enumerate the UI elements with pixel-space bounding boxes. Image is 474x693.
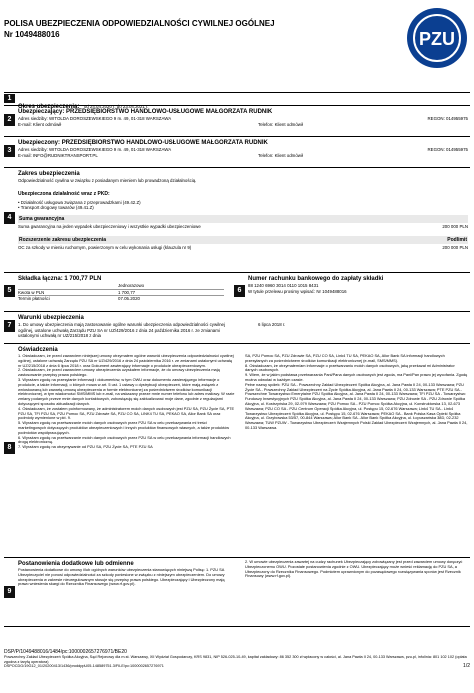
premium-due-value: 07.05.2020: [118, 296, 140, 302]
premium-amount-value: 1 700,77: [118, 289, 136, 295]
additional-right: 2. W umowie ubezpieczenia zawartej na cudzy rachunek Ubezpieczający zobowiązany jest przed zawarciem umowy doręczyć Ubezpieczonemu OWU. Pozostałe postanowienia zgodnie z OWU. Ubezpieczający może wnieść reklamację do PZU SA, a Ubezpieczony do Rzecznika Finansowego. Podmiotem uprawnionym do pozasądowego rozwiązywania sporów jest Rzecznik Finansowy (www.rf.gov.pl).: [245, 559, 463, 579]
sum-label: Suma gwarancyjna na jeden wypadek ubezpieczeniowy i wszystkie wypadki ubezpieczeniowe: [18, 224, 201, 230]
page-number: 1/2: [463, 663, 470, 670]
section-premium: 5 Składka łączna: 1 700,77 PLN Jednorazowo Kwota w PLN 1 700,77 Termin płatności 07.05.2020 6 Numer rachunku bankowego do zapłaty składki 88 1240 6960 3014 0110 1015 8431 W tytule przelewu prosimy wpisać: Nr 1049488016: [4, 272, 470, 310]
insured-regon: REGON: 014955975: [427, 147, 468, 152]
declaration-item: 7. Wyrażam zgodę na otrzymywanie od PZU SA, PZU Życie SA, PTE PZU SA: [18, 444, 153, 450]
insured-label: Ubezpieczony:: [18, 140, 61, 146]
declaration-item: 4. Oświadczam, że zostałem poinformowany, że administratorem moich danych osobowych jest PZU SA, PZU Życie SA, PTE PZU SA, TFI PZU SA, PZU Pomoc SA, PZU Zdrowie SA, PZU CO SA, LINK4 TU SA, PEKAO SA, Alior Bank SA oraz podmioty wymienione w pkt. 9.: [18, 405, 235, 421]
premium-due-label: Termin płatności: [18, 296, 50, 302]
additional-left: Postanowienia dodatkowe do umowy i/lub ogólnych warunków ubezpieczenia stanowiących niniejszą Polisę: 1. PZU SA Ubezpieczyciel nie ponosi odpowiedzialności za szkody poniesione w związku z niniejszym ubezpieczeniem. Do umowy ubezpieczenia w zakresie nieuregulowanym stosuje się przepisy prawa polskiego. Ubezpieczający i Ubezpieczony mają prawo wniesienia skargi do Rzecznika Finansowego (www.rf.gov.pl).: [18, 567, 225, 587]
policyholder-regon: REGON: 014955975: [427, 116, 468, 121]
declaration-item: 8. Oświadczam, że otrzymałem/am informacje o przetwarzaniu moich danych osobowych, jaką przekazał mi Administrator danych osobowych.: [245, 362, 455, 373]
policyholder-email: E-mail: Klient odmówił: [18, 121, 62, 127]
policyholder-name: PRZEDSIĘBIORSTWO HANDLOWO-USŁUGOWE MAŁGORZATA RUDNIK: [66, 109, 273, 115]
footer-code: DSP/P/1049488016/1484/pc:1000002657276971/BE20: [4, 649, 127, 655]
declarations-label: Oświadczenia: [18, 347, 58, 353]
extension-label: OC za szkody w mieniu ruchomym, powierzonym w celu wykonania usługi (klauzula nr 9): [18, 244, 192, 250]
terms-label: Warunki ubezpieczenia: [18, 315, 84, 321]
period-label: Okres ubezpieczenia:: [18, 104, 80, 110]
footer: [4, 650, 470, 669]
declaration-item: 6. Wyrażam zgodę na przetwarzanie moich danych osobowych przez PZU SA w celu przekazywania informacji handlowych drogą elektroniczną.: [18, 434, 231, 445]
insured-name: PRZEDSIĘBIORSTWO HANDLOWO-USŁUGOWE MAŁGORZATA RUDNIK: [61, 140, 268, 146]
sum-value: 200 000 PLN: [442, 224, 468, 230]
declaration-item: 9. Wiem, że w jakim podstawa przetwarzania Pani/Pana danych osobowych jest zgoda, ma Pani/Pan prawo jej wycofania. Zgodę można odwołać w każdym czasie.: [245, 372, 468, 382]
section-declarations: 8 Oświadczenia 1. Oświadczam, że przed zawarciem niniejszej umowy otrzymałem ogólne warunki ubezpieczenia odpowiedzialności cywilnej ogólnej, ustalone uchwałą Zarządu PZU SA nr UZ/429/2016 z dnia 24 października 2016 r. ze zmianami ustalonymi uchwałą nr UZ/215/2018 z dnia 6 lipca 2018 r. oraz Dokument zawierający informacje o produkcie ubezpieczeniowym. 2. Oświadczam, że przed zawarciem umowy ubezpieczenia uzyskałem informacje, że do umowy ubezpieczenia mają zastosowanie przepisy prawa polskiego. 3. Wyrażam zgodę na przesyłanie informacji i dokumentów, w tym OWU oraz dokumentu zawierającego informacje o produkcie, a także informacji, o których mowa w art. 5 ust. 1 ustawy o dystrybucji ubezpieczeń, które mają związek z wnioskowaną lub zawartą umową ubezpieczenia w formie elektronicznej za pośrednictwem środków komunikacji elektronicznej, w tym wiadomości SMS/MMS lub e-mail, na wskazany przeze mnie numer telefonu lub adres mailowy. W razie zmiany podanych przeze mnie danych kontaktowych, zobowiązuję się zaktualizować moje dane, zgodnie z regulacjami dotyczącymi sposobu aktualizacji danych. 4. Oświadczam, że zostałem poinformowany, że administratorem moich danych osobowych jest PZU SA, PZU Życie SA, PTE PZU SA, TFI PZU SA, PZU Pomoc SA, PZU Zdrowie SA, PZU CO SA, LINK4 TU SA, PEKAO SA, Alior Bank SA oraz podmioty wymienione w pkt. 9. 5. Wyrażam zgodę na przetwarzanie moich danych osobowych przez PZU SA w celu przekazywania mi treści marketingowych dotyczących produktów ubezpieczeniowych i innych produktów finansowych własnych, a także produktów podmiotów współpracujących. 6. Wyrażam zgodę na przetwarzanie moich danych osobowych przez PZU SA w celu przekazywania informacji handlowych drogą elektroniczną. 7. Wyrażam zgodę na otrzymywanie od PZU SA, PZU Życie SA, PTE PZU SA SA, PZU Pomoc SA, PZU Zdrowie SA, PZU CO SA, Link4 TU SA, PEKAO SA, Alior Bank SA informacji handlowych przesyłanych za pośrednictwem środków komunikacji elektronicznej (e-mail, SMS/MMS). 8. Oświadczam, że otrzymałem/am informacje o przetwarzaniu moich danych osobowych, jaką przekazał mi Administrator danych osobowych. 9. Wiem, że w jakim podstawa przetwarzania Pani/Pana danych osobowych jest zgoda, ma Pani/Pan prawo jej wycofania. Zgodę można odwołać w każdym czasie. Pełne nazwy spółek: PZU SA - Powszechny Zakład Ubezpieczeń Spółka Akcyjna, al. Jana Pawła II 24, 00-133 Warszawa; PZU Życie SA - Powszechny Zakład Ubezpieczeń na Życie Spółka Akcyjna, al. Jana Pawła II 24, 00-133 Warszawa; PTE PZU SA - Powszechne Towarzystwo Emerytalne PZU Spółka Akcyjna, al. Jana Pawła II 24, 00-133 Warszawa; TFI PZU SA - Towarzystwo Funduszy Inwestycyjnych PZU Spółka Akcyjna, al. Jana Pawła II 24, 00-133 Warszawa; PZU Zdrowie SA - PZU Zdrowie Spółka Akcyjna, ul. Kostrzyńska 29, 02-979 Warszawa; PZU Pomoc SA - PZU Pomoc Spółka Akcyjna, ul. Konstruktorska 13, 02-673 Warszawa; PZU CO SA - PZU Centrum Operacji Spółka Akcyjna, ul. Postępu 15, 02-676 Warszawa; Link4 TU SA - Link4 Towarzystwo Ubezpieczeń Spółka Akcyjna, ul. Postępu 15, 02-676 Warszawa; PEKAO SA - Bank Polska Kasa Opieki Spółka Akcyjna, ul. Grzybowska 53/57, 00-844 Warszawa; Alior Bank SA - Alior Bank Spółka Akcyjna, ul. Łopuszańska 38D, 02-232 Warszawa; TUW PZUW - Towarzystwo Ubezpieczeń Wzajemnych Polski Zakład Ubezpieczeń Wzajemnych, al. Jana Pawła II 24, 00-133 Warszawa.: [4, 343, 470, 556]
pzu-logo: [405, 6, 469, 70]
extension-sublimit-head: Podlimit: [447, 236, 467, 243]
terms-text: 1. Do umowy ubezpieczenia mają zastosowanie ogólne warunki ubezpieczenia odpowiedzialności cywilnej ogólnej, ustalone uchwałą Zarządu PZU SA nr UZ/429/2016 z dnia 24 października 2016 r. ze zmianami ustalonymi uchwałą nr UZ/215/2018 z dnia: [18, 322, 225, 339]
period-value: od 24.04.2020 r. do 23.04.2021 r.: [83, 104, 149, 109]
scope-heading: Zakres ubezpieczenia: [18, 171, 80, 177]
additional-label: Postanowienia dodatkowe lub odmienne: [18, 561, 134, 567]
declaration-item: SA, PZU Pomoc SA, PZU Zdrowie SA, PZU CO SA, Link4 TU SA, PEKAO SA, Alior Bank SA informacji handlowych przesyłanych za pośrednictwem środków komunikacji elektronicznej (e-mail, SMS/MMS).: [245, 353, 445, 363]
premium-col-head: Jednorazowo: [118, 283, 145, 288]
account-label: Numer rachunku bankowego do zapłaty składki: [248, 276, 384, 282]
policy-title: [4, 18, 275, 40]
section-scope: 4 Zakres ubezpieczenia Odpowiedzialność cywilna w związku z posiadanym mieniem lub prowadzoną działalnością. Ubezpieczona działalność wraz z PKD: • Działalność usługowa związana z przeprowadzkami (49.42.Z) • Transport drogowy towarów (49.41.Z) Suma gwarancyjna Suma gwarancyjna na jeden wypadek ubezpieczeniowy i wszystkie wypadki ubezpieczeniowe 200 000 PLN Rozszerzenie zakresu ubezpieczenia Podlimit OC za szkody w mieniu ruchomym, powierzonym w celu wykonania usługi (klauzula nr 9) 200 000 PLN: [4, 167, 470, 271]
extension-value: 200 000 PLN: [442, 244, 468, 250]
account-note: W tytule przelewu prosimy wpisać: Nr 1049488016: [248, 288, 347, 294]
section-period: 1 Okres ubezpieczenia: od 24.04.2020 r. do 23.04.2021 r.: [4, 92, 470, 103]
footer-doc-ref: DSPOCDG/19G12_01/20200413/1436/proddppU05-148589751.3/FILE/pc:1000002657276971: [4, 664, 164, 669]
insured-phone: Telefon: Klient odmówił: [258, 152, 303, 158]
declaration-item: 3. Wyrażam zgodę na przesyłanie informacji i dokumentów, w tym OWU oraz dokumentu zawierającego informacje o produkcie, a także informacji, o których mowa w art. 5 ust. 1 ustawy o dystrybucji ubezpieczeń, które mają związek z wnioskowaną lub zawartą umową ubezpieczenia w formie elektronicznej za pośrednictwem środków komunikacji elektronicznej, w tym wiadomości SMS/MMS lub e-mail, na wskazany przeze mnie numer telefonu lub adres mailowy. W razie zmiany podanych przeze mnie danych kontaktowych, zobowiązuję się zaktualizować moje dane, zgodnie z regulacjami dotyczącymi sposobu aktualizacji danych.: [18, 376, 235, 406]
section-additional: 9 Postanowienia dodatkowe lub odmienne Postanowienia dodatkowe do umowy i/lub ogólnych warunków ubezpieczenia stanowiących niniejszą Polisę: 1. PZU SA Ubezpieczyciel nie ponosi odpowiedzialności za szkody poniesione w związku z niniejszym ubezpieczeniem. Do umowy ubezpieczenia w zakresie nieuregulowanym stosuje się przepisy prawa polskiego. Ubezpieczający i Ubezpieczony mają prawo wniesienia skargi do Rzecznika Finansowego (www.rf.gov.pl). 2. W umowie ubezpieczenia zawartej na cudzy rachunek Ubezpieczający zobowiązany jest przed zawarciem umowy doręczyć Ubezpieczonemu OWU. Pozostałe postanowienia zgodnie z OWU. Ubezpieczający może wnieść reklamację do PZU SA, a Ubezpieczony do Rzecznika Finansowego. Podmiotem uprawnionym do pozasądowego rozwiązywania sporów jest Rzecznik Finansowy (www.rf.gov.pl).: [4, 557, 470, 627]
company-names: Pełne nazwy spółek: PZU SA - Powszechny Zakład Ubezpieczeń Spółka Akcyjna, al. Jana Pawła II 24, 00-133 Warszawa; PZU Życie SA - Powszechny Zakład Ubezpieczeń na Życie Spółka Akcyjna, al. Jana Pawła II 24, 00-133 Warszawa; PTE PZU SA - Powszechne Towarzystwo Emerytalne PZU Spółka Akcyjna, al. Jana Pawła II 24, 00-133 Warszawa; TFI PZU SA - Towarzystwo Funduszy Inwestycyjnych PZU Spółka Akcyjna, al. Jana Pawła II 24, 00-133 Warszawa; PZU Zdrowie SA - PZU Zdrowie Spółka Akcyjna, ul. Kostrzyńska 29, 02-979 Warszawa; PZU Pomoc SA - PZU Pomoc Spółka Akcyjna, ul. Konstruktorska 13, 02-673 Warszawa; PZU CO SA - PZU Centrum Operacji Spółka Akcyjna, ul. Postępu 15, 02-676 Warszawa; Link4 TU SA - Link4 Towarzystwo Ubezpieczeń Spółka Akcyjna, ul. Postępu 15, 02-676 Warszawa; PEKAO SA - Bank Polska Kasa Opieki Spółka Akcyjna, ul. Grzybowska 53/57, 00-844 Warszawa; Alior Bank SA - Alior Bank Spółka Akcyjna, ul. Łopuszańska 38D, 02-232 Warszawa; TUW PZUW - Towarzystwo Ubezpieczeń Wzajemnych Polski Zakład Ubezpieczeń Wzajemnych, al. Jana Pawła II 24, 00-133 Warszawa.: [245, 381, 468, 430]
account-number: 88 1240 6960 3014 0110 1015 8431: [248, 283, 319, 288]
activity-item: • Działalność usługowa związana z przeprowadzkami (49.42.Z): [18, 200, 468, 206]
section-terms: 7 Warunki ubezpieczenia 1. Do umowy ubezpieczenia mają zastosowanie ogólne warunki ubezpieczenia odpowiedzialności cywilnej ogólnej, ustalone uchwałą Zarządu PZU SA nr UZ/429/2016 z dnia 24 października 2016 r. ze zmianami ustalonymi uchwałą nr UZ/215/2018 z dnia 6 lipca 2018 r.: [4, 311, 470, 341]
premium-amount-label: Kwota w PLN: [18, 289, 45, 295]
section-policyholder: 2 Ubezpieczający: PRZEDSIĘBIORSTWO HANDLOWO-USŁUGOWE MAŁGORZATA RUDNIK Adres siedziby: WITOLDA DOROSZEWSKIEGO 9 m. 49, 01-318 WARSZAWA REGON: 014955975 E-mail: Klient odmówił Telefon: Klient odmówił: [4, 105, 470, 135]
insured-address: Adres siedziby: WITOLDA DOROSZEWSKIEGO 9 m. 49, 01-318 WARSZAWA: [18, 147, 172, 152]
activity-heading: Ubezpieczona działalność wraz z PKD:: [18, 190, 110, 197]
declaration-item: 5. Wyrażam zgodę na przetwarzanie moich danych osobowych przez PZU SA w celu przekazywania mi treści marketingowych dotyczących produktów ubezpieczeniowych i innych produktów finansowych własnych, a także produktów podmiotów współpracujących.: [18, 420, 230, 435]
footer-company: Powszechny Zakład Ubezpieczeń Spółka Akcyjna, Sąd Rejonowy dla m.st. Warszawy, XII Wydział Gospodarczy, KRS 9831, NIP 526-025-10-49, kapitał zakładowy: 86 352 300 zł wpłacony w całości, al. Jana Pawła II 24, 00-133 Warszawa, pzu.pl, infolinia: 801 102 102 (opłata zgodna z taryfą operatora): [4, 654, 467, 664]
section-insured: 3 Ubezpieczony: PRZEDSIĘBIORSTWO HANDLOWO-USŁUGOWE MAŁGORZATA RUDNIK Adres siedziby: WITOLDA DOROSZEWSKIEGO 9 m. 49, 01-318 WARSZAWA REGON: 014955975 E-mail: INFO@RUDNIKTRANSPORT.PL Telefon: Klient odmówił: [4, 136, 470, 166]
policyholder-phone: Telefon: Klient odmówił: [258, 121, 303, 127]
terms-date: 6 lipca 2018 r.: [258, 322, 286, 327]
policyholder-address: Adres siedziby: WITOLDA DOROSZEWSKIEGO 9 m. 49, 01-318 WARSZAWA: [18, 116, 172, 121]
scope-text: Odpowiedzialność cywilna w związku z posiadanym mieniem lub prowadzoną działalnością.: [18, 178, 197, 183]
premium-label: Składka łączna: 1 700,77 PLN: [18, 276, 102, 282]
insured-email: E-mail: INFO@RUDNIKTRANSPORT.PL: [18, 152, 98, 158]
sum-heading: Suma gwarancyjna: [18, 215, 468, 223]
activity-item: • Transport drogowy towarów (49.41.Z): [18, 205, 468, 211]
policy-number: Nr 1049488016: [4, 30, 60, 39]
logo-text: PZU: [419, 29, 455, 49]
declaration-item: 1. Oświadczam, że przed zawarciem niniejszej umowy otrzymałem ogólne warunki ubezpieczenia odpowiedzialności cywilnej ogólnej, ustalone uchwałą Zarządu PZU SA nr UZ/429/2016 z dnia 24 października 2016 r. ze zmianami ustalonymi uchwałą nr UZ/215/2018 z dnia 6 lipca 2018 r. oraz Dokument zawierający informacje o produkcie ubezpieczeniowym.: [18, 353, 234, 368]
extension-heading: Rozszerzenie zakresu ubezpieczenia: [19, 236, 106, 243]
policy-title-line1: POLISA UBEZPIECZENIA ODPOWIEDZIALNOŚCI CYWILNEJ OGÓLNEJ: [4, 19, 275, 28]
policyholder-label: Ubezpieczający:: [18, 109, 65, 115]
declaration-item: 2. Oświadczam, że przed zawarciem umowy ubezpieczenia uzyskałem informacje, że do umowy ubezpieczenia mają zastosowanie przepisy prawa polskiego.: [18, 367, 220, 378]
